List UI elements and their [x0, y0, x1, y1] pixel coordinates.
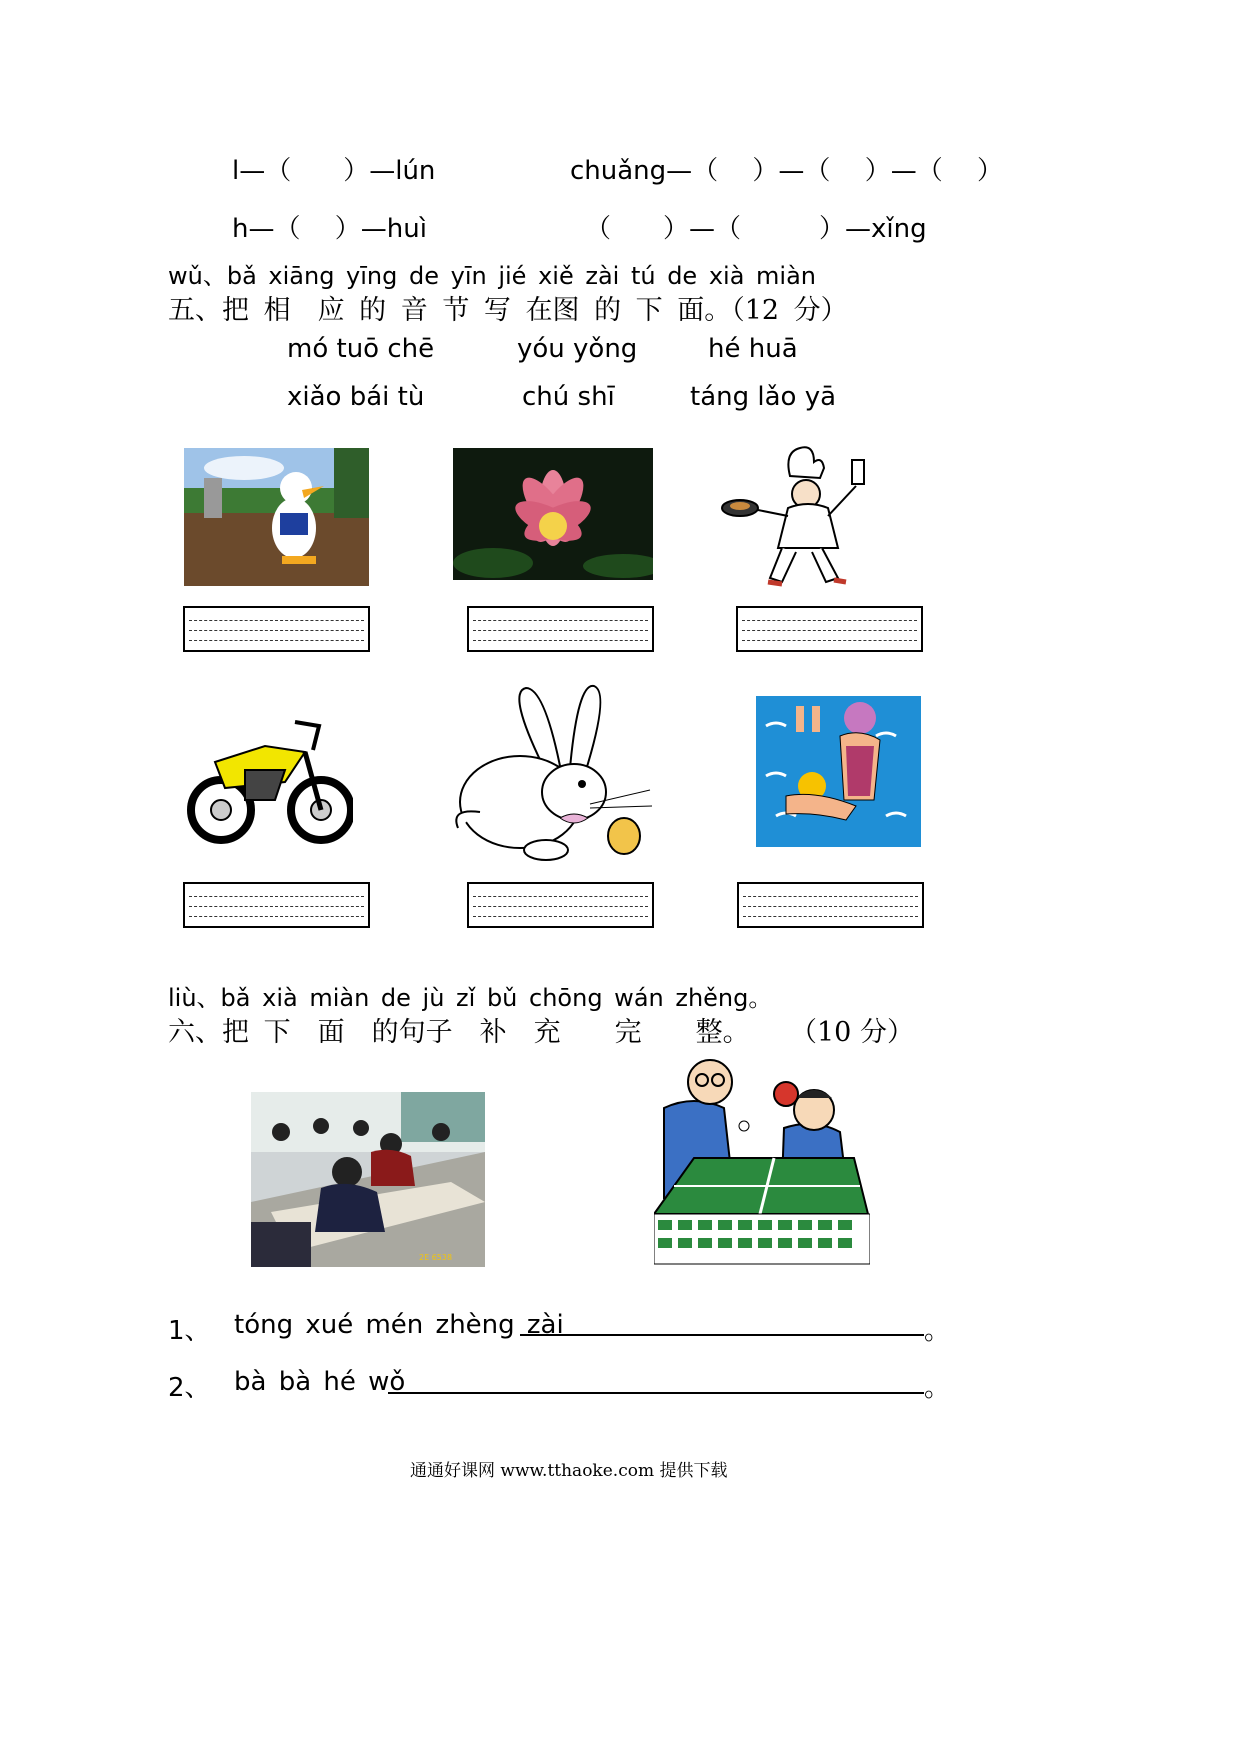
word-chu-shi: chú shī: [522, 382, 615, 412]
footer-text: 通通好课网 www.tthaoke.com 提供下载: [410, 1461, 728, 1481]
answer-box-1[interactable]: [183, 606, 370, 652]
rabbit-image: [450, 682, 658, 864]
sentence-1-text: tóng xué mén zhèng zài: [234, 1310, 564, 1340]
ping-pong-cartoon: [654, 1048, 870, 1268]
word-mo-tuo-che: mó tuō chē: [287, 334, 435, 364]
section5-heading: 五、把 相 应 的 音 节 写 在图 的 下 面。（12 分）: [168, 295, 848, 326]
sentence-2-text: bà bà hé wǒ: [234, 1367, 406, 1397]
photo-stamp: 2E 6538: [419, 1253, 453, 1262]
answer-box-5[interactable]: [467, 882, 654, 928]
chain-row1-right: chuǎng—（ ）—（ ）—（ ）: [570, 156, 1003, 186]
classroom-photo: [251, 1092, 485, 1267]
lotus-flower-image: [453, 448, 653, 580]
word-tang-lao-ya: táng lǎo yā: [690, 382, 837, 412]
chain-row1-left: l—（ ）—lún: [232, 156, 436, 186]
section6-score: （10 分）: [790, 1017, 914, 1048]
sentence-2-blank[interactable]: [388, 1392, 924, 1394]
answer-box-2[interactable]: [467, 606, 654, 652]
answer-box-6[interactable]: [737, 882, 924, 928]
chain-row2-right: （ ）—（ ）—xǐng: [585, 214, 927, 244]
swimming-image: [756, 696, 921, 847]
sentence-2-end: 。: [924, 1373, 951, 1403]
section5-pinyin: wǔ、bǎ xiāng yīng de yīn jié xiě zài tú de xià miàn: [168, 262, 816, 290]
section6-pinyin: liù、bǎ xià miàn de jù zǐ bǔ chōng wán zhěng。: [168, 984, 773, 1012]
sentence-1-blank[interactable]: [520, 1334, 924, 1336]
word-xiao-bai-tu: xiǎo bái tù: [287, 382, 425, 412]
chef-image: [718, 446, 878, 588]
sentence-2-number: 2、: [168, 1373, 211, 1403]
answer-box-4[interactable]: [183, 882, 370, 928]
sentence-1-end: 。: [924, 1316, 951, 1346]
chain-row2-left: h—（ ）—huì: [232, 214, 427, 244]
duck-cartoon-image: [184, 448, 369, 586]
word-he-hua: hé huā: [708, 334, 798, 364]
sentence-1-number: 1、: [168, 1316, 211, 1346]
section6-heading: 六、把 下 面 的句子 补 充 完 整。: [168, 1017, 750, 1048]
motorcycle-image: [185, 692, 353, 844]
answer-box-3[interactable]: [736, 606, 923, 652]
word-you-yong: yóu yǒng: [517, 334, 638, 364]
